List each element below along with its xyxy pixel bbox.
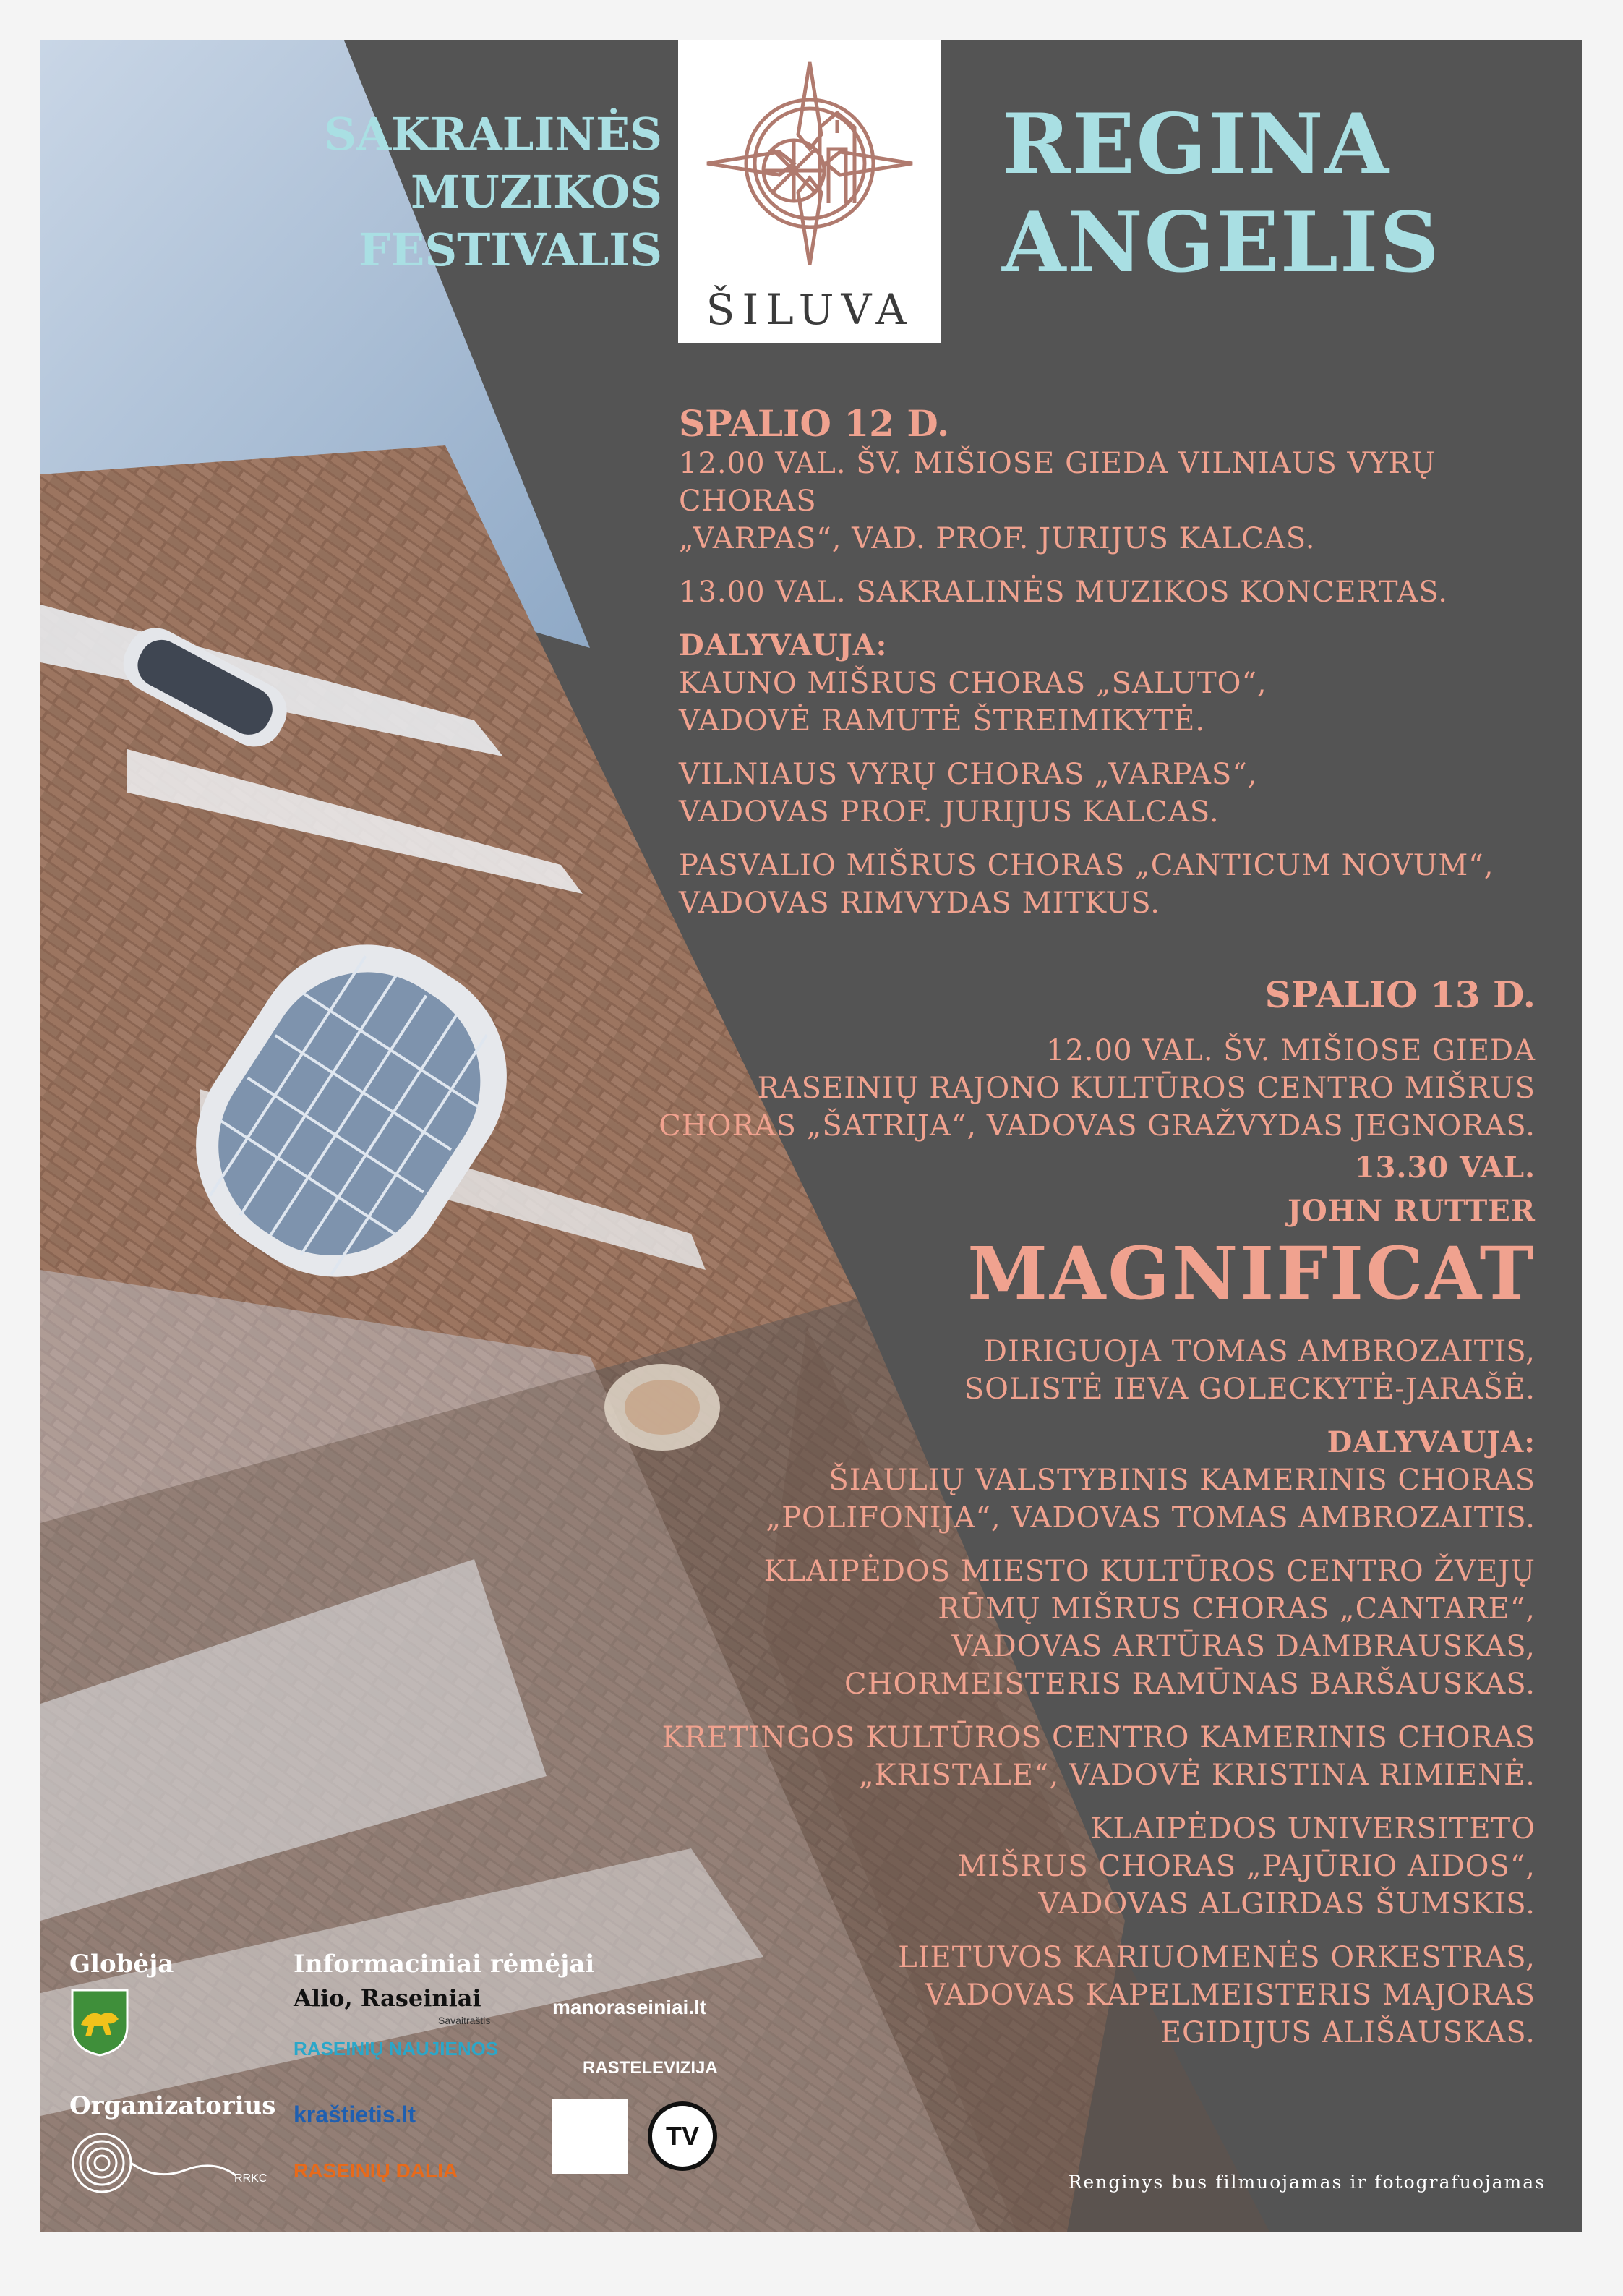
day-2-conductor-line-1: DIRIGUOJA TOMAS AMBROZAITIS, xyxy=(983,1335,1536,1368)
day-2-participant-5-line-2: VADOVAS KAPELMEISTERIS MAJORAS xyxy=(925,1979,1536,2012)
festival-line-1: SAKRALINĖS xyxy=(324,108,662,161)
organizer-label: Organizatorius xyxy=(69,2091,276,2120)
day-2-mass-line-3: CHORAS „ŠATRIJA“, VADOVAS GRAŽVYDAS JEGNORAS. xyxy=(659,1109,1536,1143)
day-2-conductor-line-2: SOLISTĖ IEVA GOLECKYTĖ-JARAŠĖ. xyxy=(964,1373,1536,1406)
day-1-participant-3-line-2: VADOVAS RIMVYDAS MITKUS. xyxy=(679,887,1160,920)
festival-name xyxy=(257,106,662,279)
organizer-abbr: RRKC xyxy=(234,2172,267,2185)
day-1-title: SPALIO 12 D. xyxy=(679,402,950,445)
event-title-line-1: REGINA xyxy=(1002,95,1390,192)
day-2-participant-2-line-4: CHORMEISTERIS RAMŪNAS BARŠAUSKAS. xyxy=(844,1668,1536,1701)
tv-raseiniai-logo: TV xyxy=(648,2101,717,2171)
poster xyxy=(40,40,1582,2232)
day-2-participant-2-line-2: RŪMŲ MIŠRUS CHORAS „CANTARE“, xyxy=(938,1592,1536,1626)
raseiniai-coat-of-arms-icon xyxy=(69,1987,130,2057)
day-2-participant-3-line-1: KRETINGOS KULTŪROS CENTRO KAMERINIS CHORAS xyxy=(661,1721,1536,1754)
logo-word: ŠILUVA xyxy=(706,285,914,334)
day-1-mass-line-2: „VARPAS“, VAD. PROF. JURIJUS KALCAS. xyxy=(679,522,1316,555)
organizer-labyrinth-icon xyxy=(69,2130,265,2195)
info-sponsors-label: Informaciniai rėmėjai xyxy=(294,1950,595,1979)
day-2-participants-label: DALYVAUJA: xyxy=(1327,1425,1536,1459)
day-2-participant-4-line-3: VADOVAS ALGIRDAS ŠUMSKIS. xyxy=(1038,1887,1536,1921)
day-1-participant-3-line-1: PASVALIO MIŠRUS CHORAS „CANTICUM NOVUM“, xyxy=(679,849,1494,882)
day-2-participant-5-line-3: EGIDIJUS ALIŠAUSKAS. xyxy=(1160,2016,1536,2049)
day-2-composer: JOHN RUTTER xyxy=(1287,1194,1536,1228)
day-2-participant-5-line-1: LIETUVOS KARIUOMENĖS ORKESTRAS, xyxy=(898,1941,1536,1974)
day-2-time: 13.30 VAL. xyxy=(1354,1151,1536,1185)
manoraseiniai-logo: manoraseiniai.lt xyxy=(552,1996,707,2018)
event-title xyxy=(1002,95,1441,291)
day-1-program xyxy=(679,402,1546,922)
raseiniu-dalia-logo: RASEINIŲ DALIA xyxy=(294,2159,458,2182)
day-1-participants-label: DALYVAUJA: xyxy=(679,628,888,662)
day-1-participant-2-line-2: VADOVAS PROF. JURIJUS KALCAS. xyxy=(679,795,1220,829)
patron-label: Globėja xyxy=(69,1950,174,1979)
day-2-mass-line-1: 12.00 VAL. ŠV. MIŠIOSE GIEDA xyxy=(1046,1034,1536,1067)
day-1-participant-1-line-2: VADOVĖ RAMUTĖ ŠTREIMIKYTĖ. xyxy=(679,704,1206,738)
event-title-line-2: ANGELIS xyxy=(1002,194,1441,291)
rastelevizija-logo: RASTELEVIZIJA xyxy=(583,2058,718,2078)
day-2-program xyxy=(402,973,1536,2052)
krastietis-logo: kraštietis.lt xyxy=(294,2101,416,2128)
siluva-logo xyxy=(678,40,941,343)
day-1-concert: 13.00 VAL. SAKRALINĖS MUZIKOS KONCERTAS. xyxy=(679,576,1449,609)
day-1-participant-1-line-1: KAUNO MIŠRUS CHORAS „SALUTO“, xyxy=(679,667,1267,700)
festival-line-2: MUZIKOS xyxy=(411,166,662,218)
day-2-work-title: MAGNIFICAT xyxy=(967,1231,1536,1316)
renginiai-logo xyxy=(552,2099,628,2174)
day-2-mass-line-2: RASEINIŲ RAJONO KULTŪROS CENTRO MIŠRUS xyxy=(757,1072,1536,1105)
day-2-participant-2-line-3: VADOVAS ARTŪRAS DAMBRAUSKAS, xyxy=(951,1630,1536,1663)
sponsors-block xyxy=(69,1950,792,2232)
day-2-participant-4-line-2: MIŠRUS CHORAS „PAJŪRIO AIDOS“, xyxy=(957,1850,1536,1883)
day-1-mass-line-1: 12.00 VAL. ŠV. MIŠIOSE GIEDA VILNIAUS VYRŲ CHORAS xyxy=(679,447,1436,518)
day-2-participant-1-line-1: ŠIAULIŲ VALSTYBINIS KAMERINIS CHORAS xyxy=(828,1464,1536,1497)
day-2-title: SPALIO 13 D. xyxy=(1264,973,1536,1016)
compass-rose-icon xyxy=(678,48,941,286)
alio-raseiniai-logo: Alio, Raseiniai xyxy=(294,1984,481,2012)
day-2-participant-3-line-2: „KRISTALE“, VADOVĖ KRISTINA RIMIENĖ. xyxy=(858,1759,1536,1792)
alio-raseiniai-subtitle: Savaitraštis xyxy=(438,2015,491,2026)
day-1-participant-2-line-1: VILNIAUS VYRŲ CHORAS „VARPAS“, xyxy=(679,758,1258,791)
day-2-participant-4-line-1: KLAIPĖDOS UNIVERSITETO xyxy=(1090,1812,1536,1845)
festival-line-3: FESTIVALIS xyxy=(359,223,662,276)
filming-note: Renginys bus filmuojamas ir fotografuojamas xyxy=(1068,2172,1546,2193)
raseiniu-naujienos-logo: RASEINIŲ NAUJIENOS xyxy=(294,2038,499,2060)
day-2-participant-1-line-2: „POLIFONIJA“, VADOVAS TOMAS AMBROZAITIS. xyxy=(766,1501,1536,1535)
day-2-participant-2-line-1: KLAIPĖDOS MIESTO KULTŪROS CENTRO ŽVEJŲ xyxy=(763,1555,1536,1588)
